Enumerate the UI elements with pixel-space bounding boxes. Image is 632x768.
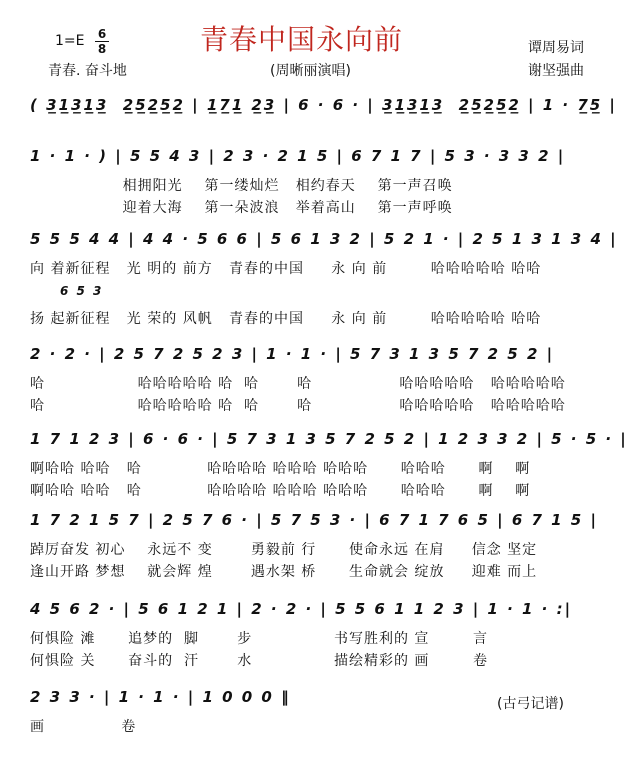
notation-line: 2 · 2 · | 2 5 7 2 5 2 3 | 1 · 1 · | 5 7 3 1 3 5 7 2 5 2 | bbox=[30, 345, 555, 363]
score-system bbox=[30, 430, 628, 500]
lyric-line: 何惧险 关 奋斗的 汗 水 描绘精彩的 画 卷 bbox=[30, 653, 489, 669]
score-system bbox=[30, 96, 617, 114]
lyric-line: 啊哈哈 哈哈 哈 哈哈哈哈 哈哈哈 哈哈哈 哈哈哈 啊 啊 bbox=[30, 461, 531, 477]
notation-line: 1 7 1 2 3 | 6 · 6 · | 5 7 3 1 3 5 7 2 5 2 | 1 2 3 3 2 | 5 · 5 · | bbox=[30, 430, 628, 448]
lyric-line: 何惧险 滩 追梦的 脚 步 书写胜利的 宣 言 bbox=[30, 631, 489, 647]
notation-line: 4 5 6 2 · | 5 6 1 2 1 | 2 · 2 · | 5 5 6 1 1 2 3 | 1 · 1 · :| bbox=[30, 600, 573, 618]
lyric-line: 哈 哈哈哈哈哈 哈 哈 哈 哈哈哈哈哈 哈哈哈哈哈 bbox=[30, 398, 566, 414]
lyric-line: 踔厉奋发 初心 永远不 变 勇毅前 行 使命永远 在肩 信念 坚定 bbox=[30, 542, 538, 558]
notation-line: 2 3 3 · | 1 · 1 · | 1 0 0 0 ‖ bbox=[30, 688, 291, 706]
notation-line: 1 · 1 · ) | 5 5 4 3 | 2 3 · 2 1 5 | 6 7 1 7 | 5 3 · 3 3 2 | bbox=[30, 147, 566, 165]
notation-line: ( 3̲1̲3̲1̲3̲ 2̲5̲2̲5̲2̲ | 1̲7̲1̲ 2̲3̲ | 6 · 6 · | 3̲1̲3̲1̲3̲ 2̲5̲2̲5̲2̲ | 1 · 7̲5̲ | bbox=[30, 96, 617, 114]
score-system bbox=[30, 511, 610, 581]
lyric-line: 画 卷 bbox=[30, 719, 137, 735]
composer-credit: 谢坚强曲 bbox=[528, 63, 584, 79]
lyric-line: 向 着新征程 光 明的 前方 青春的中国 永 向 前 哈哈哈哈哈 哈哈 bbox=[30, 261, 542, 277]
lyric-line: 相拥阳光 第一缕灿烂 相约春天 第一声召唤 bbox=[30, 178, 453, 194]
notation-line: 1 7 2 1 5 7 | 2 5 7 6 · | 5 7 5 3 · | 6 7 1 7 6 5 | 6 7 1 5 | bbox=[30, 511, 598, 529]
key-signature: 1=E bbox=[55, 33, 85, 49]
notation-line: 5 5 5 4 4 | 4 4 · 5 6 6 | 5 6 1 3 2 | 5 2 1 · | 2 5 1 3 1 3 4 | bbox=[30, 230, 618, 248]
score-system bbox=[30, 284, 610, 328]
score-system bbox=[30, 230, 618, 278]
tempo-style: 青春. 奋斗地 bbox=[48, 63, 127, 79]
notation-line: 6 5 3 bbox=[60, 284, 104, 298]
performer-credit: (周晰丽演唱) bbox=[270, 63, 351, 79]
time-signature bbox=[95, 28, 109, 55]
lyric-line: 扬 起新征程 光 荣的 风帆 青春的中国 永 向 前 哈哈哈哈哈 哈哈 bbox=[30, 311, 542, 327]
lyric-line: 迎着大海 第一朵波浪 举着高山 第一声呼唤 bbox=[30, 200, 453, 216]
lyric-line: 逢山开路 梦想 就会辉 煌 遇水架 桥 生命就会 绽放 迎难 而上 bbox=[30, 564, 538, 580]
meter-bottom: 8 bbox=[97, 42, 107, 56]
score-system bbox=[30, 147, 610, 217]
lyricist-credit: 谭周易词 bbox=[528, 40, 584, 56]
score-system bbox=[30, 600, 610, 670]
transcriber-credit: (古弓记谱) bbox=[497, 696, 564, 712]
meter-top: 6 bbox=[97, 27, 107, 41]
lyric-line: 啊哈哈 哈哈 哈 哈哈哈哈 哈哈哈 哈哈哈 哈哈哈 啊 啊 bbox=[30, 483, 531, 499]
song-title: 青春中国永向前 bbox=[200, 23, 404, 56]
score-system bbox=[30, 345, 610, 415]
lyric-line: 哈 哈哈哈哈哈 哈 哈 哈 哈哈哈哈哈 哈哈哈哈哈 bbox=[30, 376, 566, 392]
